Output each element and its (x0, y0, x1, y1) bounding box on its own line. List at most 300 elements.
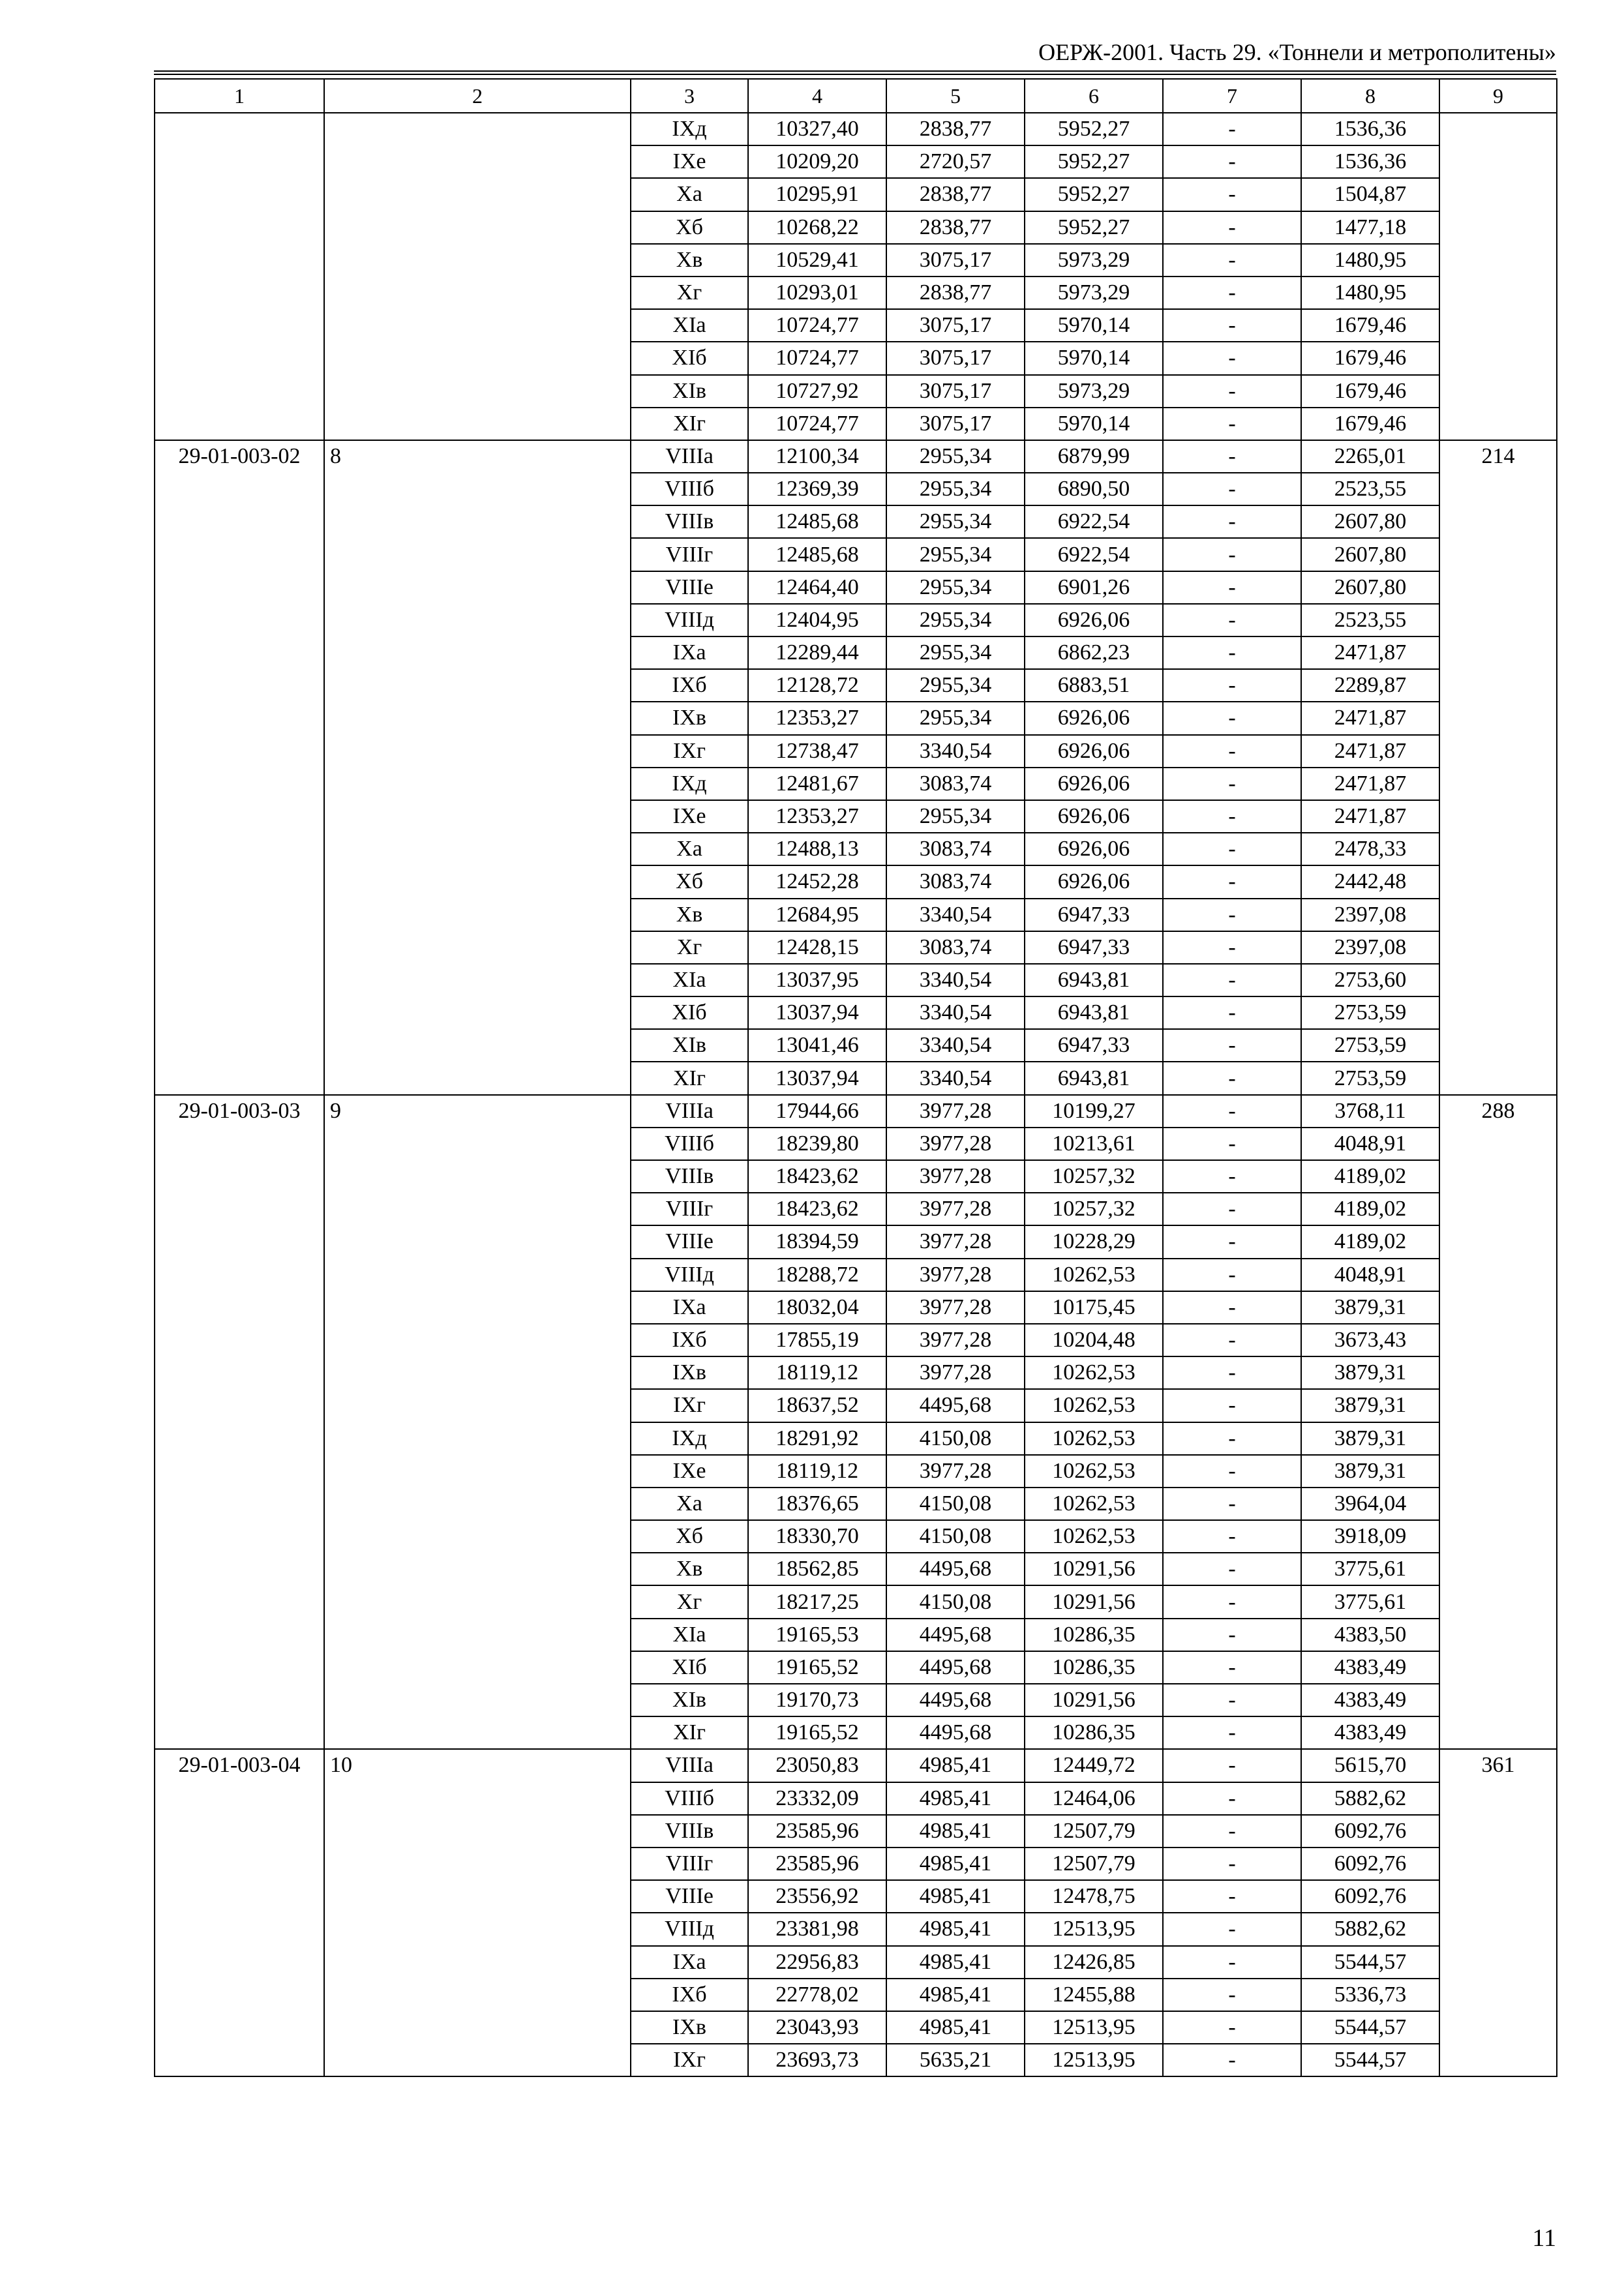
table-cell-col4: 18119,12 (748, 1356, 886, 1389)
table-cell-col6: 10228,29 (1025, 1225, 1163, 1258)
table-cell-col8: 2471,87 (1301, 800, 1439, 833)
table-cell-col7: - (1163, 2044, 1301, 2076)
table-cell-col4: 23693,73 (748, 2044, 886, 2076)
table-cell-col5: 2955,34 (886, 571, 1025, 604)
table-cell-col7: - (1163, 768, 1301, 800)
table-cell-col5: 3977,28 (886, 1095, 1025, 1128)
table-cell-col3: XIв (631, 1684, 748, 1716)
table-cell-col5: 4150,08 (886, 1520, 1025, 1553)
table-cell-col8: 4189,02 (1301, 1160, 1439, 1193)
table-cell-col4: 10327,40 (748, 113, 886, 145)
table-cell-col5: 2838,77 (886, 178, 1025, 211)
table-cell-col4: 19165,53 (748, 1619, 886, 1651)
table-cell-col5: 2955,34 (886, 669, 1025, 702)
table-cell-col6: 5973,29 (1025, 277, 1163, 309)
table-cell-col3: VIIIб (631, 1128, 748, 1160)
table-cell-col6: 6926,06 (1025, 768, 1163, 800)
table-cell-col6: 5970,14 (1025, 342, 1163, 374)
table-cell-col7: - (1163, 277, 1301, 309)
table-cell-col5: 4985,41 (886, 1782, 1025, 1815)
table-cell-col7: - (1163, 1553, 1301, 1585)
table-cell-col7: - (1163, 1520, 1301, 1553)
table-cell-col4: 12464,40 (748, 571, 886, 604)
table-cell-col4: 12488,13 (748, 833, 886, 865)
table-cell-col4: 18119,12 (748, 1455, 886, 1488)
table-cell-col7: - (1163, 604, 1301, 636)
table-cell-col5: 3075,17 (886, 244, 1025, 277)
table-cell-col5: 4495,68 (886, 1651, 1025, 1684)
table-cell-col4: 18291,92 (748, 1422, 886, 1455)
table-cell-col3: VIIIв (631, 505, 748, 538)
table-cell-col8: 3768,11 (1301, 1095, 1439, 1128)
table-cell-col4: 12100,34 (748, 440, 886, 473)
table-cell-col4: 12369,39 (748, 473, 886, 505)
table-cell-col8: 6092,76 (1301, 1848, 1439, 1880)
table-cell-col7: - (1163, 1455, 1301, 1488)
table-cell-col8: 4048,91 (1301, 1128, 1439, 1160)
table-cell-col7: - (1163, 145, 1301, 178)
column-number-cell: 5 (886, 79, 1025, 113)
table-cell-col4: 22778,02 (748, 1979, 886, 2011)
table-cell-col6: 10213,61 (1025, 1128, 1163, 1160)
table-cell-col5: 2838,77 (886, 211, 1025, 244)
table-cell-col4: 10209,20 (748, 145, 886, 178)
table-cell-col3: Xа (631, 1488, 748, 1520)
table-cell-col5: 2955,34 (886, 440, 1025, 473)
rate-name-cell: 10 (324, 1749, 631, 2076)
table-cell-col5: 3340,54 (886, 996, 1025, 1029)
table-cell-col8: 1536,36 (1301, 113, 1439, 145)
table-cell-col6: 6947,33 (1025, 1029, 1163, 1062)
table-cell-col6: 10262,53 (1025, 1422, 1163, 1455)
table-cell-col6: 6926,06 (1025, 800, 1163, 833)
table-cell-col3: XIб (631, 996, 748, 1029)
table-cell-col6: 6943,81 (1025, 1062, 1163, 1094)
table-cell-col7: - (1163, 899, 1301, 931)
table-cell-col4: 17855,19 (748, 1324, 886, 1356)
table-cell-col7: - (1163, 1585, 1301, 1618)
table-cell-col7: - (1163, 538, 1301, 571)
table-cell-col6: 10291,56 (1025, 1585, 1163, 1618)
table-cell-col8: 3879,31 (1301, 1389, 1439, 1422)
table-cell-col4: 12404,95 (748, 604, 886, 636)
table-cell-col3: Xг (631, 1585, 748, 1618)
table-cell-col8: 1679,46 (1301, 309, 1439, 342)
table-cell-col3: Xг (631, 931, 748, 964)
table-cell-col5: 4985,41 (886, 1946, 1025, 1979)
table-cell-col3: IXд (631, 113, 748, 145)
table-cell-col4: 10529,41 (748, 244, 886, 277)
table-cell-col3: Xг (631, 277, 748, 309)
table-cell-col4: 12128,72 (748, 669, 886, 702)
table-cell-col5: 3977,28 (886, 1356, 1025, 1389)
table-cell-col6: 10286,35 (1025, 1619, 1163, 1651)
table-cell-col8: 3775,61 (1301, 1553, 1439, 1585)
table-cell-col4: 12481,67 (748, 768, 886, 800)
table-cell-col6: 5973,29 (1025, 375, 1163, 408)
table-cell-col9 (1439, 113, 1557, 440)
table-cell-col6: 5970,14 (1025, 309, 1163, 342)
table-cell-col3: XIа (631, 1619, 748, 1651)
table-cell-col7: - (1163, 964, 1301, 996)
table-cell-col8: 4383,49 (1301, 1684, 1439, 1716)
table-cell-col5: 3977,28 (886, 1225, 1025, 1258)
table-cell-col8: 3879,31 (1301, 1422, 1439, 1455)
table-cell-col6: 5952,27 (1025, 178, 1163, 211)
table-cell-col4: 18032,04 (748, 1291, 886, 1324)
table-cell-col4: 22956,83 (748, 1946, 886, 1979)
header-rule (154, 70, 1556, 75)
table-cell-col6: 6926,06 (1025, 702, 1163, 734)
table-cell-col5: 3977,28 (886, 1291, 1025, 1324)
table-cell-col6: 12513,95 (1025, 2011, 1163, 2044)
table-cell-col8: 6092,76 (1301, 1880, 1439, 1913)
table-cell-col3: IXб (631, 669, 748, 702)
table-cell-col3: VIIIг (631, 538, 748, 571)
table-cell-col6: 6947,33 (1025, 899, 1163, 931)
table-cell-col8: 4189,02 (1301, 1225, 1439, 1258)
table-cell-col7: - (1163, 735, 1301, 768)
table-cell-col5: 2838,77 (886, 277, 1025, 309)
table-cell-col5: 3340,54 (886, 899, 1025, 931)
table-cell-col6: 10204,48 (1025, 1324, 1163, 1356)
table-cell-col7: - (1163, 244, 1301, 277)
table-cell-col5: 4495,68 (886, 1389, 1025, 1422)
table-cell-col8: 2471,87 (1301, 702, 1439, 734)
table-cell-col3: XIг (631, 408, 748, 440)
table-cell-col3: XIб (631, 1651, 748, 1684)
table-cell-col7: - (1163, 342, 1301, 374)
table-cell-col8: 2442,48 (1301, 865, 1439, 898)
table-cell-col6: 12513,95 (1025, 2044, 1163, 2076)
table-cell-col4: 12353,27 (748, 800, 886, 833)
table-cell-col8: 3775,61 (1301, 1585, 1439, 1618)
table-cell-col4: 12353,27 (748, 702, 886, 734)
table-cell-col4: 12289,44 (748, 636, 886, 669)
table-cell-col6: 5952,27 (1025, 113, 1163, 145)
table-cell-col5: 3075,17 (886, 309, 1025, 342)
table-cell-col6: 12464,06 (1025, 1782, 1163, 1815)
table-cell-col3: IXе (631, 800, 748, 833)
table-cell-col4: 17944,66 (748, 1095, 886, 1128)
table-cell-col6: 6879,99 (1025, 440, 1163, 473)
table-cell-col6: 5970,14 (1025, 408, 1163, 440)
table-cell-col6: 12449,72 (1025, 1749, 1163, 1782)
table-cell-col4: 10724,77 (748, 309, 886, 342)
table-cell-col6: 6862,23 (1025, 636, 1163, 669)
table-cell-col5: 4985,41 (886, 1913, 1025, 1945)
table-cell-col4: 12684,95 (748, 899, 886, 931)
table-cell-col3: VIIIе (631, 571, 748, 604)
table-cell-col4: 23585,96 (748, 1848, 886, 1880)
table-cell-col7: - (1163, 1225, 1301, 1258)
table-cell-col8: 3879,31 (1301, 1356, 1439, 1389)
table-cell-col3: IXг (631, 735, 748, 768)
table-cell-col6: 5952,27 (1025, 145, 1163, 178)
table-cell-col8: 3918,09 (1301, 1520, 1439, 1553)
table-cell-col3: VIIIа (631, 1095, 748, 1128)
table-cell-col4: 12485,68 (748, 538, 886, 571)
table-cell-col3: IXв (631, 702, 748, 734)
table-cell-col6: 10291,56 (1025, 1684, 1163, 1716)
table-cell-col4: 19165,52 (748, 1651, 886, 1684)
column-number-cell: 4 (748, 79, 886, 113)
rate-code-cell (155, 113, 324, 440)
table-cell-col7: - (1163, 1815, 1301, 1848)
table-cell-col3: Xа (631, 833, 748, 865)
table-cell-col3: Xб (631, 1520, 748, 1553)
table-cell-col7: - (1163, 1095, 1301, 1128)
table-cell-col7: - (1163, 931, 1301, 964)
table-cell-col3: VIIIг (631, 1193, 748, 1225)
table-cell-col4: 18288,72 (748, 1259, 886, 1291)
table-cell-col3: IXе (631, 145, 748, 178)
table-cell-col5: 4495,68 (886, 1684, 1025, 1716)
table-cell-col4: 12452,28 (748, 865, 886, 898)
table-cell-col3: VIIIд (631, 604, 748, 636)
table-cell-col5: 3340,54 (886, 1029, 1025, 1062)
table-cell-col7: - (1163, 1160, 1301, 1193)
table-cell-col6: 10199,27 (1025, 1095, 1163, 1128)
table-cell-col7: - (1163, 1880, 1301, 1913)
table-cell-col3: IXг (631, 1389, 748, 1422)
table-cell-col5: 2955,34 (886, 604, 1025, 636)
table-cell-col5: 3977,28 (886, 1259, 1025, 1291)
table-cell-col8: 2753,60 (1301, 964, 1439, 996)
table-cell-col7: - (1163, 1749, 1301, 1782)
table-cell-col3: XIа (631, 309, 748, 342)
table-cell-col6: 10262,53 (1025, 1259, 1163, 1291)
table-cell-col6: 10257,32 (1025, 1160, 1163, 1193)
table-cell-col3: VIIIе (631, 1225, 748, 1258)
table-cell-col9: 214 (1439, 440, 1557, 1095)
table-cell-col5: 4985,41 (886, 1880, 1025, 1913)
table-cell-col8: 2265,01 (1301, 440, 1439, 473)
table-cell-col4: 23043,93 (748, 2011, 886, 2044)
table-cell-col7: - (1163, 865, 1301, 898)
table-cell-col5: 3340,54 (886, 964, 1025, 996)
table-cell-col5: 2955,34 (886, 473, 1025, 505)
table-cell-col3: XIг (631, 1716, 748, 1749)
table-cell-col4: 13037,94 (748, 996, 886, 1029)
table-cell-col6: 6926,06 (1025, 833, 1163, 865)
column-number-cell: 3 (631, 79, 748, 113)
table-cell-col5: 3083,74 (886, 768, 1025, 800)
column-number-row (155, 79, 1557, 113)
table-cell-col3: Xв (631, 1553, 748, 1585)
table-cell-col4: 10295,91 (748, 178, 886, 211)
table-cell-col6: 6926,06 (1025, 604, 1163, 636)
table-cell-col3: VIIIд (631, 1913, 748, 1945)
table-cell-col6: 12426,85 (1025, 1946, 1163, 1979)
table-cell-col8: 4383,50 (1301, 1619, 1439, 1651)
table-cell-col3: XIг (631, 1062, 748, 1094)
table-cell-col3: VIIIв (631, 1160, 748, 1193)
table-cell-col7: - (1163, 1488, 1301, 1520)
table-cell-col7: - (1163, 636, 1301, 669)
table-cell-col5: 2955,34 (886, 800, 1025, 833)
table-cell-col7: - (1163, 1848, 1301, 1880)
table-cell-col3: IXд (631, 768, 748, 800)
table-cell-col5: 3340,54 (886, 1062, 1025, 1094)
table-row (155, 1095, 1557, 1128)
table-cell-col4: 18423,62 (748, 1160, 886, 1193)
table-cell-col7: - (1163, 800, 1301, 833)
table-cell-col4: 23332,09 (748, 1782, 886, 1815)
table-cell-col6: 6943,81 (1025, 996, 1163, 1029)
table-cell-col3: IXв (631, 2011, 748, 2044)
table-cell-col4: 23556,92 (748, 1880, 886, 1913)
table-cell-col6: 10286,35 (1025, 1716, 1163, 1749)
table-cell-col4: 18423,62 (748, 1193, 886, 1225)
table-cell-col8: 1480,95 (1301, 277, 1439, 309)
table-cell-col3: IXа (631, 1291, 748, 1324)
table-cell-col7: - (1163, 113, 1301, 145)
table-cell-col4: 13041,46 (748, 1029, 886, 1062)
table-cell-col8: 2607,80 (1301, 571, 1439, 604)
table-cell-col8: 2753,59 (1301, 996, 1439, 1029)
table-cell-col8: 2471,87 (1301, 636, 1439, 669)
table-cell-col4: 18637,52 (748, 1389, 886, 1422)
table-cell-col4: 18217,25 (748, 1585, 886, 1618)
table-cell-col8: 3673,43 (1301, 1324, 1439, 1356)
table-cell-col4: 23381,98 (748, 1913, 886, 1945)
table-cell-col7: - (1163, 1128, 1301, 1160)
rate-code-cell: 29-01-003-04 (155, 1749, 324, 2076)
table-cell-col4: 10727,92 (748, 375, 886, 408)
table-cell-col5: 2955,34 (886, 538, 1025, 571)
table-cell-col5: 4495,68 (886, 1553, 1025, 1585)
table-cell-col8: 5882,62 (1301, 1913, 1439, 1945)
table-cell-col7: - (1163, 211, 1301, 244)
table-cell-col8: 2753,59 (1301, 1029, 1439, 1062)
table-cell-col5: 4495,68 (886, 1619, 1025, 1651)
table-cell-col4: 10293,01 (748, 277, 886, 309)
table-cell-col6: 12507,79 (1025, 1848, 1163, 1880)
table-cell-col8: 4048,91 (1301, 1259, 1439, 1291)
table-cell-col4: 19170,73 (748, 1684, 886, 1716)
table-cell-col3: IXе (631, 1455, 748, 1488)
table-cell-col7: - (1163, 1946, 1301, 1979)
table-cell-col7: - (1163, 1062, 1301, 1094)
table-cell-col6: 6922,54 (1025, 505, 1163, 538)
table-cell-col3: IXа (631, 636, 748, 669)
table-cell-col4: 18394,59 (748, 1225, 886, 1258)
table-cell-col5: 2955,34 (886, 702, 1025, 734)
table-cell-col3: IXб (631, 1324, 748, 1356)
table-cell-col5: 3977,28 (886, 1160, 1025, 1193)
table-cell-col6: 12513,95 (1025, 1913, 1163, 1945)
table-cell-col8: 5544,57 (1301, 1946, 1439, 1979)
table-cell-col5: 3977,28 (886, 1193, 1025, 1225)
table-cell-col7: - (1163, 1651, 1301, 1684)
table-cell-col4: 12485,68 (748, 505, 886, 538)
table-cell-col5: 4150,08 (886, 1488, 1025, 1520)
table-cell-col8: 1679,46 (1301, 342, 1439, 374)
table-cell-col5: 4985,41 (886, 1848, 1025, 1880)
table-cell-col8: 2471,87 (1301, 768, 1439, 800)
table-cell-col6: 6901,26 (1025, 571, 1163, 604)
table-cell-col5: 2955,34 (886, 636, 1025, 669)
table-cell-col3: VIIIа (631, 440, 748, 473)
table-cell-col6: 12455,88 (1025, 1979, 1163, 2011)
table-cell-col3: XIа (631, 964, 748, 996)
table-cell-col4: 10724,77 (748, 342, 886, 374)
table-cell-col6: 10262,53 (1025, 1389, 1163, 1422)
table-cell-col8: 3964,04 (1301, 1488, 1439, 1520)
table-cell-col4: 13037,95 (748, 964, 886, 996)
table-cell-col6: 10257,32 (1025, 1193, 1163, 1225)
table-cell-col3: XIв (631, 1029, 748, 1062)
column-number-cell: 9 (1439, 79, 1557, 113)
table-cell-col6: 5973,29 (1025, 244, 1163, 277)
table-cell-col7: - (1163, 1619, 1301, 1651)
table-cell-col5: 2838,77 (886, 113, 1025, 145)
table-cell-col7: - (1163, 1782, 1301, 1815)
table-cell-col5: 3075,17 (886, 342, 1025, 374)
page-header: ОЕРЖ-2001. Часть 29. «Тоннели и метрополитены» (1038, 39, 1556, 65)
table-cell-col8: 2523,55 (1301, 604, 1439, 636)
table-cell-col7: - (1163, 178, 1301, 211)
table-cell-col4: 18330,70 (748, 1520, 886, 1553)
table-cell-col4: 10268,22 (748, 211, 886, 244)
table-cell-col6: 10262,53 (1025, 1455, 1163, 1488)
table-cell-col7: - (1163, 375, 1301, 408)
table-cell-col7: - (1163, 702, 1301, 734)
table-row (155, 440, 1557, 473)
table-cell-col8: 1536,36 (1301, 145, 1439, 178)
table-cell-col3: Xв (631, 244, 748, 277)
table-cell-col5: 3075,17 (886, 408, 1025, 440)
table-cell-col8: 1504,87 (1301, 178, 1439, 211)
table-cell-col9: 288 (1439, 1095, 1557, 1750)
table-cell-col5: 3977,28 (886, 1455, 1025, 1488)
table-cell-col7: - (1163, 1324, 1301, 1356)
table-cell-col7: - (1163, 505, 1301, 538)
table-cell-col3: IXв (631, 1356, 748, 1389)
table-cell-col5: 3083,74 (886, 833, 1025, 865)
table-cell-col8: 3879,31 (1301, 1455, 1439, 1488)
column-number-cell: 6 (1025, 79, 1163, 113)
table-cell-col3: VIIIе (631, 1880, 748, 1913)
table-cell-col5: 3977,28 (886, 1128, 1025, 1160)
table-cell-col3: XIб (631, 342, 748, 374)
table-cell-col6: 6926,06 (1025, 735, 1163, 768)
table-cell-col4: 12738,47 (748, 735, 886, 768)
table-cell-col5: 4495,68 (886, 1716, 1025, 1749)
table-cell-col6: 6926,06 (1025, 865, 1163, 898)
table-cell-col4: 19165,52 (748, 1716, 886, 1749)
table-cell-col3: VIIIд (631, 1259, 748, 1291)
table-cell-col4: 18376,65 (748, 1488, 886, 1520)
table-cell-col8: 2523,55 (1301, 473, 1439, 505)
table-cell-col8: 3879,31 (1301, 1291, 1439, 1324)
table-cell-col8: 5336,73 (1301, 1979, 1439, 2011)
table-cell-col7: - (1163, 2011, 1301, 2044)
table-cell-col7: - (1163, 1291, 1301, 1324)
table-cell-col9: 361 (1439, 1749, 1557, 2076)
table-cell-col4: 12428,15 (748, 931, 886, 964)
table-cell-col8: 1679,46 (1301, 408, 1439, 440)
table-cell-col8: 6092,76 (1301, 1815, 1439, 1848)
table-cell-col6: 10262,53 (1025, 1356, 1163, 1389)
table-cell-col5: 4985,41 (886, 1815, 1025, 1848)
table-row (155, 113, 1557, 145)
column-number-cell: 1 (155, 79, 324, 113)
table-cell-col5: 3340,54 (886, 735, 1025, 768)
table-cell-col8: 5615,70 (1301, 1749, 1439, 1782)
rates-table (154, 78, 1557, 2077)
